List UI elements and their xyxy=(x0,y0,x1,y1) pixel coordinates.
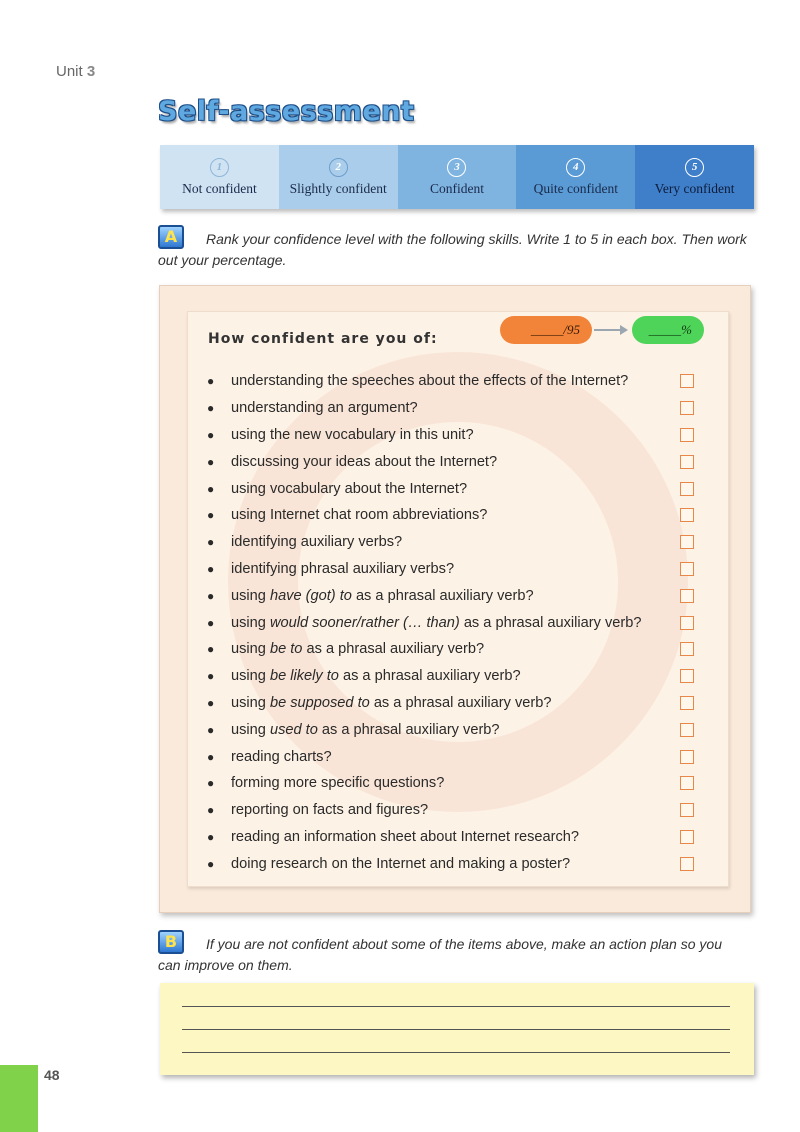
rank-checkbox[interactable] xyxy=(680,616,694,630)
scale-number-1: 1 xyxy=(210,158,229,177)
rank-checkbox[interactable] xyxy=(680,642,694,656)
rank-checkbox[interactable] xyxy=(680,857,694,871)
scale-step-5 xyxy=(635,145,754,209)
write-line[interactable] xyxy=(182,1029,730,1030)
list-item xyxy=(207,797,697,824)
page-title: Self-assessment xyxy=(158,96,415,127)
bullet-icon: ● xyxy=(207,829,215,844)
skill-text xyxy=(231,695,551,711)
list-item xyxy=(207,850,697,877)
bullet-icon: ● xyxy=(207,427,215,442)
bullet-icon: ● xyxy=(207,561,215,576)
rank-checkbox[interactable] xyxy=(680,723,694,737)
rank-checkbox[interactable] xyxy=(680,535,694,549)
skill-text-post: as a phrasal auxiliary verb? xyxy=(302,641,485,658)
bullet-icon: ● xyxy=(207,669,215,684)
rank-checkbox[interactable] xyxy=(680,562,694,576)
unit-number: 3 xyxy=(86,63,96,80)
list-item xyxy=(207,636,697,663)
skill-text-pre: using xyxy=(231,587,270,604)
scale-number-4: 4 xyxy=(566,158,585,177)
skill-text-pre: using xyxy=(231,614,270,631)
skill-text xyxy=(231,722,500,738)
rank-checkbox[interactable] xyxy=(680,803,694,817)
rank-checkbox[interactable] xyxy=(680,696,694,710)
score-pill[interactable]: _____/95 xyxy=(500,316,592,344)
list-item xyxy=(207,716,697,743)
question-heading: How confident are you of: xyxy=(208,331,438,347)
rank-checkbox[interactable] xyxy=(680,508,694,522)
unit-prefix: Unit xyxy=(56,63,83,80)
skill-text: reading charts? xyxy=(231,748,332,765)
rank-checkbox[interactable] xyxy=(680,374,694,388)
scale-step-3 xyxy=(398,145,517,209)
skill-text: reporting on facts and figures? xyxy=(231,802,429,819)
bullet-icon: ● xyxy=(207,642,215,657)
list-item xyxy=(207,743,697,770)
skill-text: identifying auxiliary verbs? xyxy=(231,534,403,551)
section-b-badge: B xyxy=(158,930,184,954)
confidence-scale xyxy=(160,145,754,209)
section-a-instruction: Rank your confidence level with the following skills. Write 1 to 5 in each box. Then work out your percentage. xyxy=(158,231,747,268)
bullet-icon: ● xyxy=(207,803,215,818)
skills-list xyxy=(207,368,697,877)
bullet-icon: ● xyxy=(207,535,215,550)
skill-text-em: have (got) to xyxy=(269,587,352,604)
skill-text-post: as a phrasal auxiliary verb? xyxy=(459,614,642,631)
rank-checkbox[interactable] xyxy=(680,482,694,496)
rank-checkbox[interactable] xyxy=(680,428,694,442)
page-number: 48 xyxy=(44,1067,60,1083)
bullet-icon: ● xyxy=(207,776,215,791)
rank-checkbox[interactable] xyxy=(680,401,694,415)
skill-text-post: as a phrasal auxiliary verb? xyxy=(351,587,534,604)
bullet-icon: ● xyxy=(207,454,215,469)
skill-text-pre: using xyxy=(231,668,270,685)
scale-label-4: Quite confident xyxy=(533,180,618,196)
rank-checkbox[interactable] xyxy=(680,669,694,683)
skill-text: understanding the speeches about the effects of the Internet? xyxy=(231,373,629,390)
bullet-icon: ● xyxy=(207,481,215,496)
section-a-badge: A xyxy=(158,225,184,249)
scale-number-5: 5 xyxy=(685,158,704,177)
skill-text xyxy=(231,641,484,657)
bullet-icon: ● xyxy=(207,508,215,523)
skill-text xyxy=(231,668,521,684)
scale-label-3: Confident xyxy=(429,180,484,196)
skill-text: forming more specific questions? xyxy=(231,775,445,792)
bullet-icon: ● xyxy=(207,374,215,389)
section-b-instruction: If you are not confident about some of the items above, make an action plan so you can improve on them. xyxy=(158,936,722,973)
skill-text: discussing your ideas about the Internet? xyxy=(231,453,498,470)
skill-text: reading an information sheet about Internet research? xyxy=(231,828,580,845)
scale-step-2 xyxy=(279,145,398,209)
skill-text-post: as a phrasal auxiliary verb? xyxy=(338,668,521,685)
bullet-icon: ● xyxy=(207,856,215,871)
bullet-icon: ● xyxy=(207,588,215,603)
scale-label-1: Not confident xyxy=(182,180,257,196)
bullet-icon: ● xyxy=(207,749,215,764)
list-item xyxy=(207,502,697,529)
bullet-icon: ● xyxy=(207,401,215,416)
rank-checkbox[interactable] xyxy=(680,776,694,790)
list-item xyxy=(207,448,697,475)
list-item xyxy=(207,824,697,851)
percent-pill[interactable]: _____% xyxy=(632,316,704,344)
list-item xyxy=(207,422,697,449)
skill-text xyxy=(231,615,641,631)
list-item xyxy=(207,609,697,636)
skill-text-post: as a phrasal auxiliary verb? xyxy=(369,694,552,711)
rank-checkbox[interactable] xyxy=(680,750,694,764)
bullet-icon: ● xyxy=(207,615,215,630)
write-line[interactable] xyxy=(182,1052,730,1053)
arrow-right-icon xyxy=(594,329,622,331)
skill-text: using the new vocabulary in this unit? xyxy=(231,426,474,443)
page-tab xyxy=(0,1065,38,1132)
list-item xyxy=(207,770,697,797)
skill-text: identifying phrasal auxiliary verbs? xyxy=(231,560,455,577)
rank-checkbox[interactable] xyxy=(680,830,694,844)
rank-checkbox[interactable] xyxy=(680,589,694,603)
scale-step-4 xyxy=(516,145,635,209)
list-item xyxy=(207,690,697,717)
scale-label-2: Slightly confident xyxy=(289,180,387,196)
list-item xyxy=(207,663,697,690)
action-plan-area[interactable] xyxy=(160,983,754,1075)
skill-text: using Internet chat room abbreviations? xyxy=(231,507,488,524)
skill-text-em: used to xyxy=(269,721,318,738)
bullet-icon: ● xyxy=(207,695,215,710)
list-item xyxy=(207,475,697,502)
skill-text-pre: using xyxy=(231,641,270,658)
skill-text: understanding an argument? xyxy=(231,400,418,417)
skill-text-em: be to xyxy=(269,641,303,658)
skill-text-pre: using xyxy=(231,721,270,738)
scale-number-2: 2 xyxy=(329,158,348,177)
bullet-icon: ● xyxy=(207,722,215,737)
unit-label xyxy=(56,63,95,80)
skill-text-em: be likely to xyxy=(269,668,339,685)
skill-text: doing research on the Internet and making a poster? xyxy=(231,855,571,872)
skill-text xyxy=(231,588,534,604)
skill-text-post: as a phrasal auxiliary verb? xyxy=(317,721,500,738)
rank-checkbox[interactable] xyxy=(680,455,694,469)
scale-step-1 xyxy=(160,145,279,209)
list-item xyxy=(207,529,697,556)
skill-text-em: would sooner/rather (… than) xyxy=(269,614,460,631)
skill-text-pre: using xyxy=(231,694,270,711)
skill-text: using vocabulary about the Internet? xyxy=(231,480,468,497)
skill-text-em: be supposed to xyxy=(269,694,370,711)
list-item xyxy=(207,556,697,583)
list-item xyxy=(207,582,697,609)
write-line[interactable] xyxy=(182,1006,730,1007)
scale-number-3: 3 xyxy=(447,158,466,177)
list-item xyxy=(207,395,697,422)
list-item xyxy=(207,368,697,395)
scale-label-5: Very confident xyxy=(654,180,735,196)
